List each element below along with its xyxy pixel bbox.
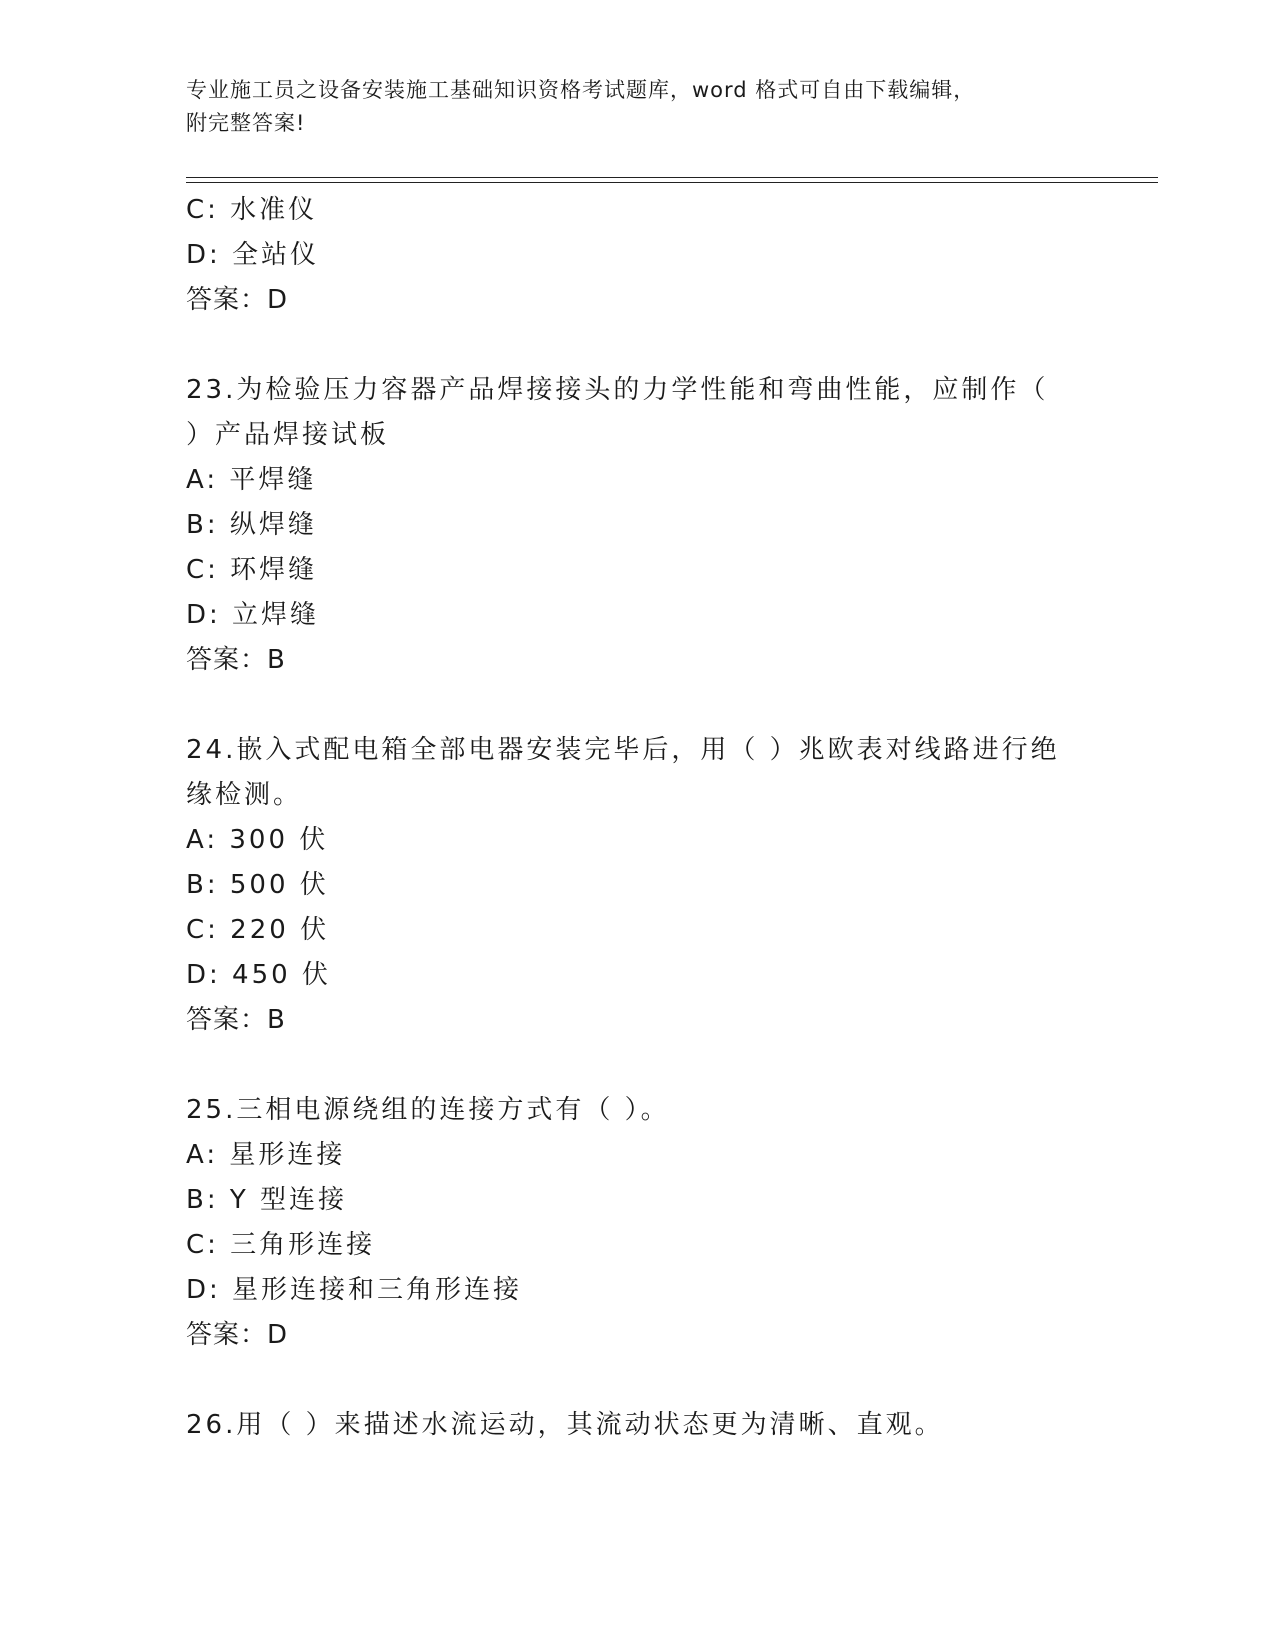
q23-stem-line-1: 23.为检验压力容器产品焊接接头的力学性能和弯曲性能，应制作（ [186,375,1049,405]
q25-option-d: D: 星形连接和三角形连接 [186,1275,523,1305]
q23-option-b: B: 纵焊缝 [186,510,317,540]
q23-option-a: A: 平焊缝 [186,465,317,495]
q23-answer: 答案：B [186,645,286,675]
q24-answer: 答案：B [186,1005,286,1035]
header-divider-bottom [186,182,1158,183]
prev-option-d: D: 全站仪 [186,240,320,270]
header-line-2: 附完整答案! [186,111,306,135]
header-line-1: 专业施工员之设备安装施工基础知识资格考试题库，word 格式可自由下载编辑， [186,78,976,102]
document-header [186,74,1066,140]
q24-option-c: C: 220 伏 [186,915,330,945]
prev-answer: 答案：D [186,285,289,315]
q23-option-d: D: 立焊缝 [186,600,320,630]
q24-stem-line-2: 缘检测。 [186,780,303,810]
header-divider-top [186,177,1158,178]
q25-option-b: B: Y 型连接 [186,1185,348,1215]
q25-answer: 答案：D [186,1320,289,1350]
q24-stem-line-1: 24.嵌入式配电箱全部电器安装完毕后，用（ ）兆欧表对线路进行绝 [186,735,1060,765]
q25-stem-line-1: 25.三相电源绕组的连接方式有（ ）。 [186,1095,670,1125]
q26-stem-line-1: 26.用（ ）来描述水流运动，其流动状态更为清晰、直观。 [186,1410,944,1440]
prev-option-c: C: 水准仪 [186,195,318,225]
q25-option-a: A: 星形连接 [186,1140,346,1170]
q24-option-b: B: 500 伏 [186,870,329,900]
q24-option-a: A: 300 伏 [186,825,329,855]
q24-option-d: D: 450 伏 [186,960,331,990]
q23-stem-line-2: ）产品焊接试板 [186,420,390,450]
q25-option-c: C: 三角形连接 [186,1230,376,1260]
q23-option-c: C: 环焊缝 [186,555,318,585]
